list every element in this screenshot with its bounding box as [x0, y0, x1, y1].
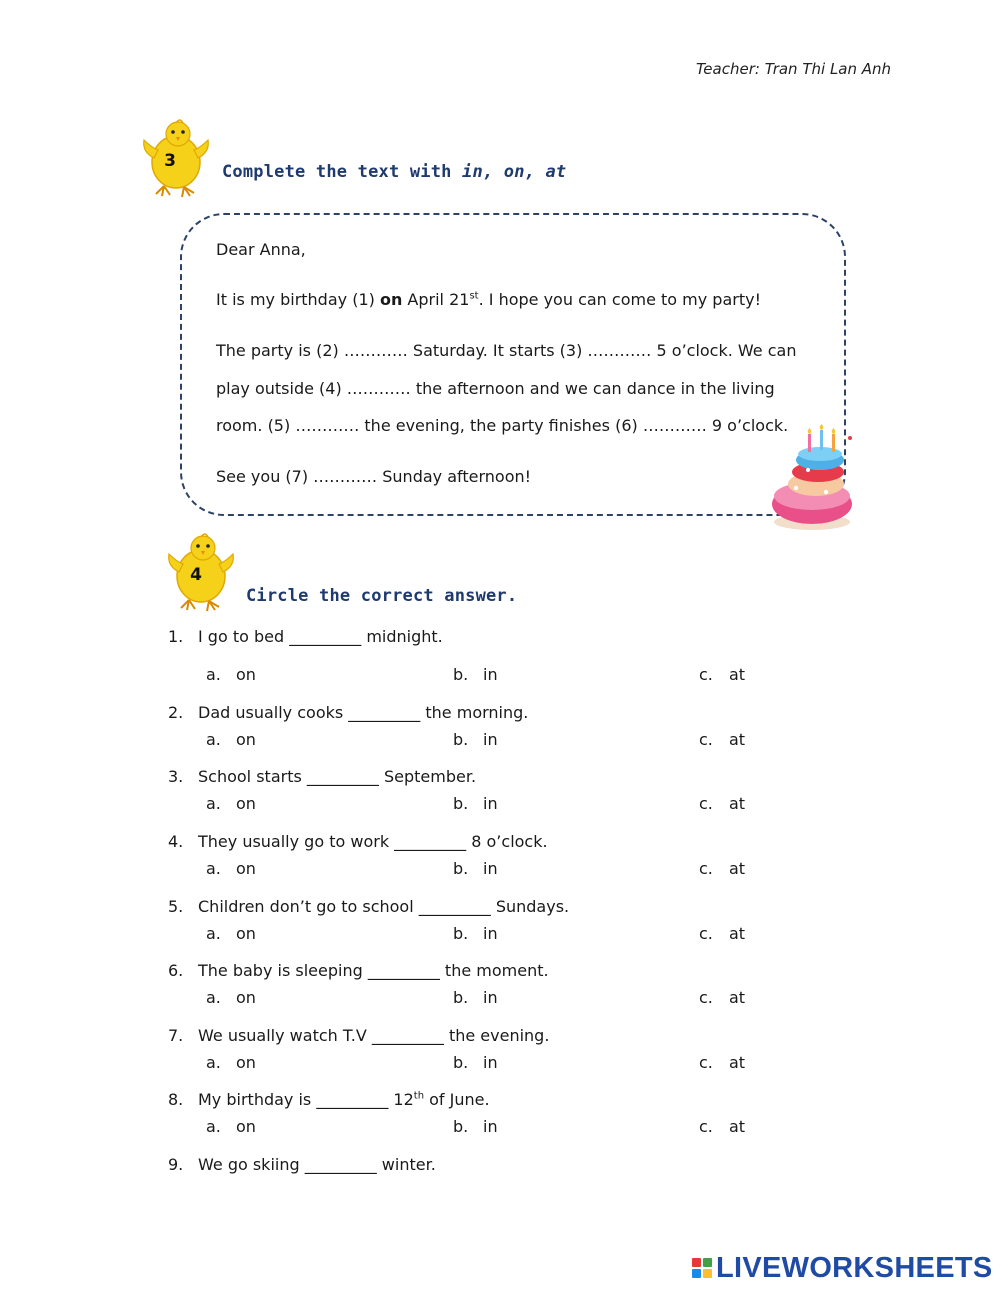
option-letter: c. — [699, 730, 713, 749]
question-text: They usually go to work _________ 8 o’clock. — [198, 832, 548, 851]
question-text: We usually watch T.V _________ the evening. — [198, 1026, 550, 1045]
option-letter: c. — [699, 665, 713, 684]
line1-text-b: April 21 — [402, 290, 470, 309]
exercise-4-title: Circle the correct answer. — [246, 586, 518, 606]
option-letter: c. — [699, 1053, 713, 1072]
exercise-3-title — [222, 162, 566, 182]
option-c[interactable] — [699, 1117, 745, 1136]
option-word: on — [236, 730, 256, 749]
option-word: at — [729, 1117, 746, 1136]
option-c[interactable] — [699, 1053, 745, 1072]
letter-line-3: play outside (4) ………… the afternoon and we can dance in the living — [216, 379, 775, 398]
letter-greeting: Dear Anna, — [216, 240, 306, 259]
line1-text-a: It is my birthday (1) — [216, 290, 380, 309]
option-letter: a. — [206, 1117, 221, 1136]
option-word: in — [483, 730, 498, 749]
chick-number-badge-3 — [140, 118, 210, 198]
option-letter: a. — [206, 794, 221, 813]
option-word: in — [483, 1053, 498, 1072]
logo-blocks-icon — [692, 1258, 712, 1278]
logo-block-green — [703, 1258, 712, 1267]
question-text-a: My birthday is _________ 12 — [198, 1090, 414, 1109]
option-word: in — [483, 794, 498, 813]
question-9 — [168, 1155, 436, 1174]
option-a[interactable] — [206, 794, 256, 813]
option-letter: a. — [206, 665, 221, 684]
option-word: in — [483, 988, 498, 1007]
option-word: at — [729, 1053, 746, 1072]
question-text: School starts _________ September. — [198, 767, 477, 786]
question-number: 3. — [168, 767, 184, 786]
question-number: 4. — [168, 832, 184, 851]
line1-sup: st — [469, 290, 479, 302]
option-letter: b. — [453, 665, 469, 684]
option-letter: b. — [453, 1053, 469, 1072]
options-5 — [206, 924, 766, 944]
option-word: on — [236, 794, 256, 813]
option-word: on — [236, 1053, 256, 1072]
question-number: 8. — [168, 1090, 184, 1109]
question-number: 7. — [168, 1026, 184, 1045]
option-c[interactable] — [699, 924, 745, 943]
logo-block-red — [692, 1258, 701, 1267]
option-a[interactable] — [206, 1117, 256, 1136]
question-number: 6. — [168, 961, 184, 980]
option-b[interactable] — [453, 794, 498, 813]
liveworksheets-logo[interactable] — [692, 1252, 993, 1284]
option-b[interactable] — [453, 1053, 498, 1072]
option-b[interactable] — [453, 988, 498, 1007]
question-text-b: of June. — [424, 1090, 490, 1109]
exercise-number: 4 — [190, 565, 202, 585]
option-letter: b. — [453, 924, 469, 943]
option-letter: c. — [699, 1117, 713, 1136]
option-letter: b. — [453, 1117, 469, 1136]
question-number: 5. — [168, 897, 184, 916]
option-a[interactable] — [206, 665, 256, 684]
option-c[interactable] — [699, 794, 745, 813]
option-letter: b. — [453, 859, 469, 878]
options-8 — [206, 1117, 766, 1137]
brand-name: LIVEWORKSHEETS — [716, 1251, 993, 1284]
options-1 — [206, 665, 766, 685]
option-word: at — [729, 665, 746, 684]
question-sup: th — [413, 1090, 425, 1102]
options-3 — [206, 794, 766, 814]
question-number: 9. — [168, 1155, 184, 1174]
option-word: at — [729, 924, 746, 943]
option-b[interactable] — [453, 859, 498, 878]
option-word: in — [483, 924, 498, 943]
option-b[interactable] — [453, 730, 498, 749]
option-a[interactable] — [206, 924, 256, 943]
question-1 — [168, 627, 443, 646]
option-letter: c. — [699, 859, 713, 878]
option-word: in — [483, 1117, 498, 1136]
letter-line-1 — [216, 290, 761, 309]
teacher-name: Teacher: Tran Thi Lan Anh — [696, 60, 892, 78]
option-b[interactable] — [453, 665, 498, 684]
option-letter: a. — [206, 1053, 221, 1072]
options-4 — [206, 859, 766, 879]
title-prefix: Complete the text with — [222, 162, 463, 182]
exercise-number: 3 — [164, 151, 176, 171]
option-word: in — [483, 665, 498, 684]
letter-line-4: room. (5) ………… the evening, the party finishes (6) ………… 9 o’clock. — [216, 416, 789, 435]
option-a[interactable] — [206, 730, 256, 749]
option-letter: b. — [453, 794, 469, 813]
option-letter: b. — [453, 988, 469, 1007]
option-c[interactable] — [699, 859, 745, 878]
option-letter: c. — [699, 794, 713, 813]
question-text: The baby is sleeping _________ the moment. — [198, 961, 549, 980]
question-2 — [168, 703, 528, 722]
option-a[interactable] — [206, 988, 256, 1007]
line1-answer[interactable]: on — [379, 290, 403, 309]
option-word: at — [729, 859, 746, 878]
title-words: in, on, at — [462, 162, 567, 182]
logo-block-blue — [692, 1269, 701, 1278]
option-word: at — [729, 794, 746, 813]
question-5 — [168, 897, 569, 916]
logo-block-yellow — [703, 1269, 712, 1278]
option-word: on — [236, 988, 256, 1007]
question-text: Dad usually cooks _________ the morning. — [198, 703, 529, 722]
option-letter: c. — [699, 988, 713, 1007]
option-word: at — [729, 988, 746, 1007]
question-7 — [168, 1026, 549, 1045]
option-letter: a. — [206, 859, 221, 878]
question-text: Children don’t go to school _________ Sundays. — [198, 897, 570, 916]
question-8 — [168, 1090, 490, 1109]
option-c[interactable] — [699, 730, 745, 749]
question-3 — [168, 767, 476, 786]
option-word: in — [483, 859, 498, 878]
cake-icon — [760, 418, 864, 534]
birthday-cake-image — [760, 418, 864, 534]
option-c[interactable] — [699, 665, 745, 684]
option-c[interactable] — [699, 988, 745, 1007]
option-b[interactable] — [453, 1117, 498, 1136]
line1-text-c: . I hope you can come to my party! — [478, 290, 761, 309]
question-text: I go to bed _________ midnight. — [198, 627, 443, 646]
option-letter: c. — [699, 924, 713, 943]
question-4 — [168, 832, 548, 851]
option-a[interactable] — [206, 859, 256, 878]
options-6 — [206, 988, 766, 1008]
question-number: 1. — [168, 627, 184, 646]
option-b[interactable] — [453, 924, 498, 943]
option-letter: b. — [453, 730, 469, 749]
question-number: 2. — [168, 703, 184, 722]
option-letter: a. — [206, 988, 221, 1007]
question-6 — [168, 961, 549, 980]
letter-line-2: The party is (2) ………… Saturday. It starts (3) ………… 5 o’clock. We can — [216, 341, 797, 360]
option-word: on — [236, 924, 256, 943]
option-word: on — [236, 665, 256, 684]
option-a[interactable] — [206, 1053, 256, 1072]
question-text: We go skiing _________ winter. — [198, 1155, 436, 1174]
chick-number-badge-4 — [165, 532, 235, 612]
option-word: at — [729, 730, 746, 749]
options-7 — [206, 1053, 766, 1073]
option-letter: a. — [206, 924, 221, 943]
option-word: on — [236, 1117, 256, 1136]
options-2 — [206, 730, 766, 750]
letter-line-5: See you (7) ………… Sunday afternoon! — [216, 467, 532, 486]
option-word: on — [236, 859, 256, 878]
option-letter: a. — [206, 730, 221, 749]
